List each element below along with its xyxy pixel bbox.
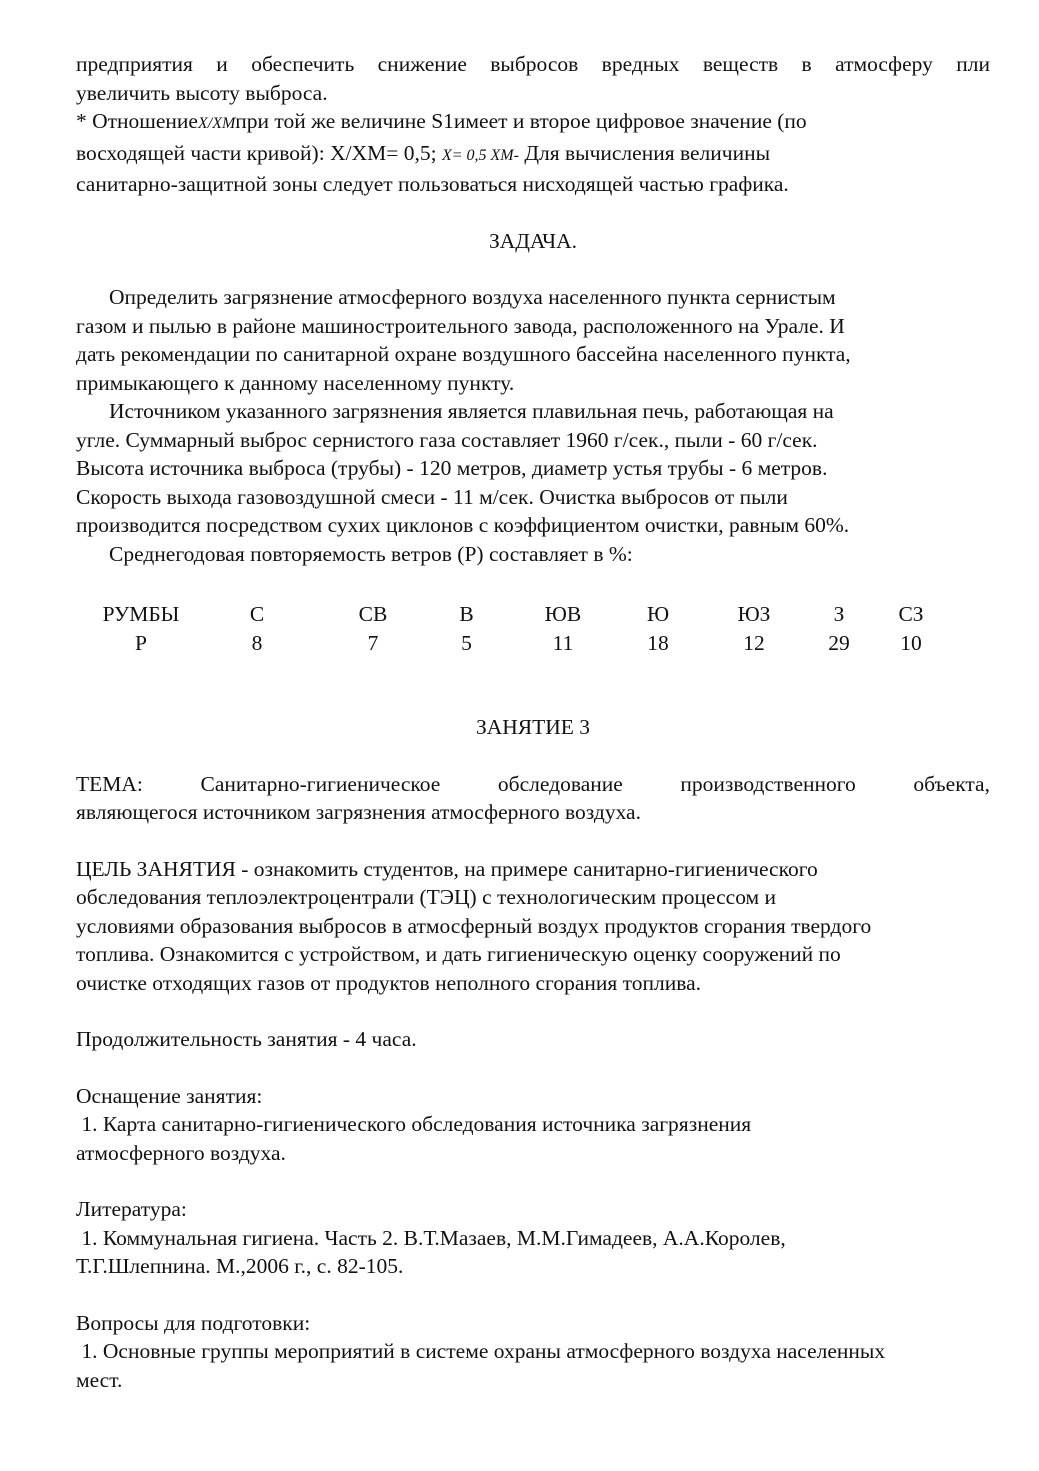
literature-line-2: Т.Г.Шлепнина. М.,2006 г., с. 82-105. [76,1254,404,1278]
task-p2-line-1: Источником указанного загрязнения является плавильная печь, работающая на [109,399,834,423]
table-cell: 12 [743,630,765,655]
topic-line-1 [76,770,990,799]
table-cell: РУМБЫ [102,602,180,626]
table-cell: 8 [251,630,263,655]
equipment-line-2: атмосферного воздуха. [76,1140,286,1165]
task-p1-line-1: Определить загрязнение атмосферного воздуха населенного пункта сернистым [109,285,836,309]
topic-word: объекта, [913,771,990,796]
table-cell: С [249,602,265,626]
table-header-row [96,600,947,629]
intro-line-1: предприятия и обеспечить снижение выбросов вредных веществ в атмосферу пли [76,52,990,76]
goal-line-4: топлива. Ознакомится с устройством, и дать гигиеническую оценку сооружений по [76,942,841,966]
goal-line-1: ЦЕЛЬ ЗАНЯТИЯ - ознакомить студентов, на примере санитарно-гигиенического [76,856,818,881]
wind-frequency-table [96,600,947,657]
task-p2-line-5: производится посредством сухих циклонов с коэффициентом очистки, равным 60%. [76,513,850,537]
table-cell: СВ [358,602,388,626]
table-cell: 10 [900,630,922,655]
goal-line-5: очистке отходящих газов от продуктов неполного сгорания топлива. [76,970,702,995]
note-formula-1: X/XM [197,115,236,132]
table-cell: ЮЗ [737,602,771,626]
intro-line-2: увеличить высоту выброса. [76,80,328,105]
duration: Продолжительность занятия - 4 часа. [76,1027,417,1051]
table-cell: 11 [552,630,574,655]
literature-line-1: 1. Коммунальная гигиена. Часть 2. В.Т.Мазаев, М.М.Гимадеев, А.А.Королев, [76,1225,786,1250]
goal-line-2: обследования теплоэлектроцентрали (ТЭЦ) с технологическим процессом и [76,885,777,909]
document-page [76,50,990,1394]
topic-label: ТЕМА: [76,771,143,796]
note-line-1-text-a: * Отношение [76,109,198,133]
task-p1-line-2: газом и пылью в районе машиностроительного завода, расположенного на Урале. И [76,313,845,338]
table-cell: СЗ [898,602,924,626]
topic-word: обследование [497,771,623,796]
equipment-title: Оснащение занятия: [76,1083,263,1108]
equipment-line-1: 1. Карта санитарно-гигиенического обследования источника загрязнения [76,1112,752,1136]
note-line-2 [76,139,990,171]
task-heading: ЗАДАЧА. [488,228,578,253]
table-cell: Р [135,630,147,655]
lesson-heading: ЗАНЯТИЕ 3 [475,715,591,739]
note-line-1-text-b: при той же величине S1имеет и второе цифровое значение (по [235,109,807,133]
task-p1-line-4: примыкающего к данному населенному пункту. [76,370,515,395]
table-cell: Ю [646,602,670,626]
note-formula-2: X= 0,5 XM- [441,146,519,164]
questions-line-2: мест. [76,1367,123,1392]
task-p1-line-3: дать рекомендации по санитарной охране воздушного бассейна населенного пункта, [76,342,851,366]
note-line-2-text-b: Для вычисления величины [524,140,771,165]
topic-word: Санитарно-гигиеническое [200,771,441,796]
questions-line-1: 1. Основные группы мероприятий в системе охраны атмосферного воздуха населенных [76,1339,886,1363]
task-p2-line-4: Скорость выхода газовоздушной смеси - 11 м/сек. Очистка выбросов от пыли [76,484,788,509]
literature-title: Литература: [76,1197,187,1221]
table-cell: 5 [461,630,472,655]
note-line-1 [76,107,990,139]
table-cell: 18 [647,630,669,655]
topic-word: производственного [680,771,856,796]
table-cell: 7 [367,630,379,655]
table-cell: 29 [828,630,850,655]
task-p2-line-3: Высота источника выброса (трубы) - 120 метров, диаметр устья трубы - 6 метров. [76,456,828,480]
task-p3: Среднегодовая повторяемость ветров (Р) составляет в %: [109,541,633,566]
table-cell: В [459,602,474,626]
table-cell: ЮВ [544,602,582,626]
questions-title: Вопросы для подготовки: [76,1310,311,1335]
topic-line-2: являющегося источником загрязнения атмосферного воздуха. [76,800,641,824]
table-row [96,629,947,658]
note-line-2-text-a: восходящей части кривой): X/XM= 0,5; [76,140,437,165]
table-cell: З [833,602,845,626]
goal-line-3: условиями образования выбросов в атмосферный воздух продуктов сгорания твердого [76,913,872,938]
task-p2-line-2: угле. Суммарный выброс сернистого газа составляет 1960 г/сек., пыли - 60 г/сек. [76,427,818,452]
note-line-3: санитарно-защитной зоны следует пользоваться нисходящей частью графика. [76,172,789,196]
